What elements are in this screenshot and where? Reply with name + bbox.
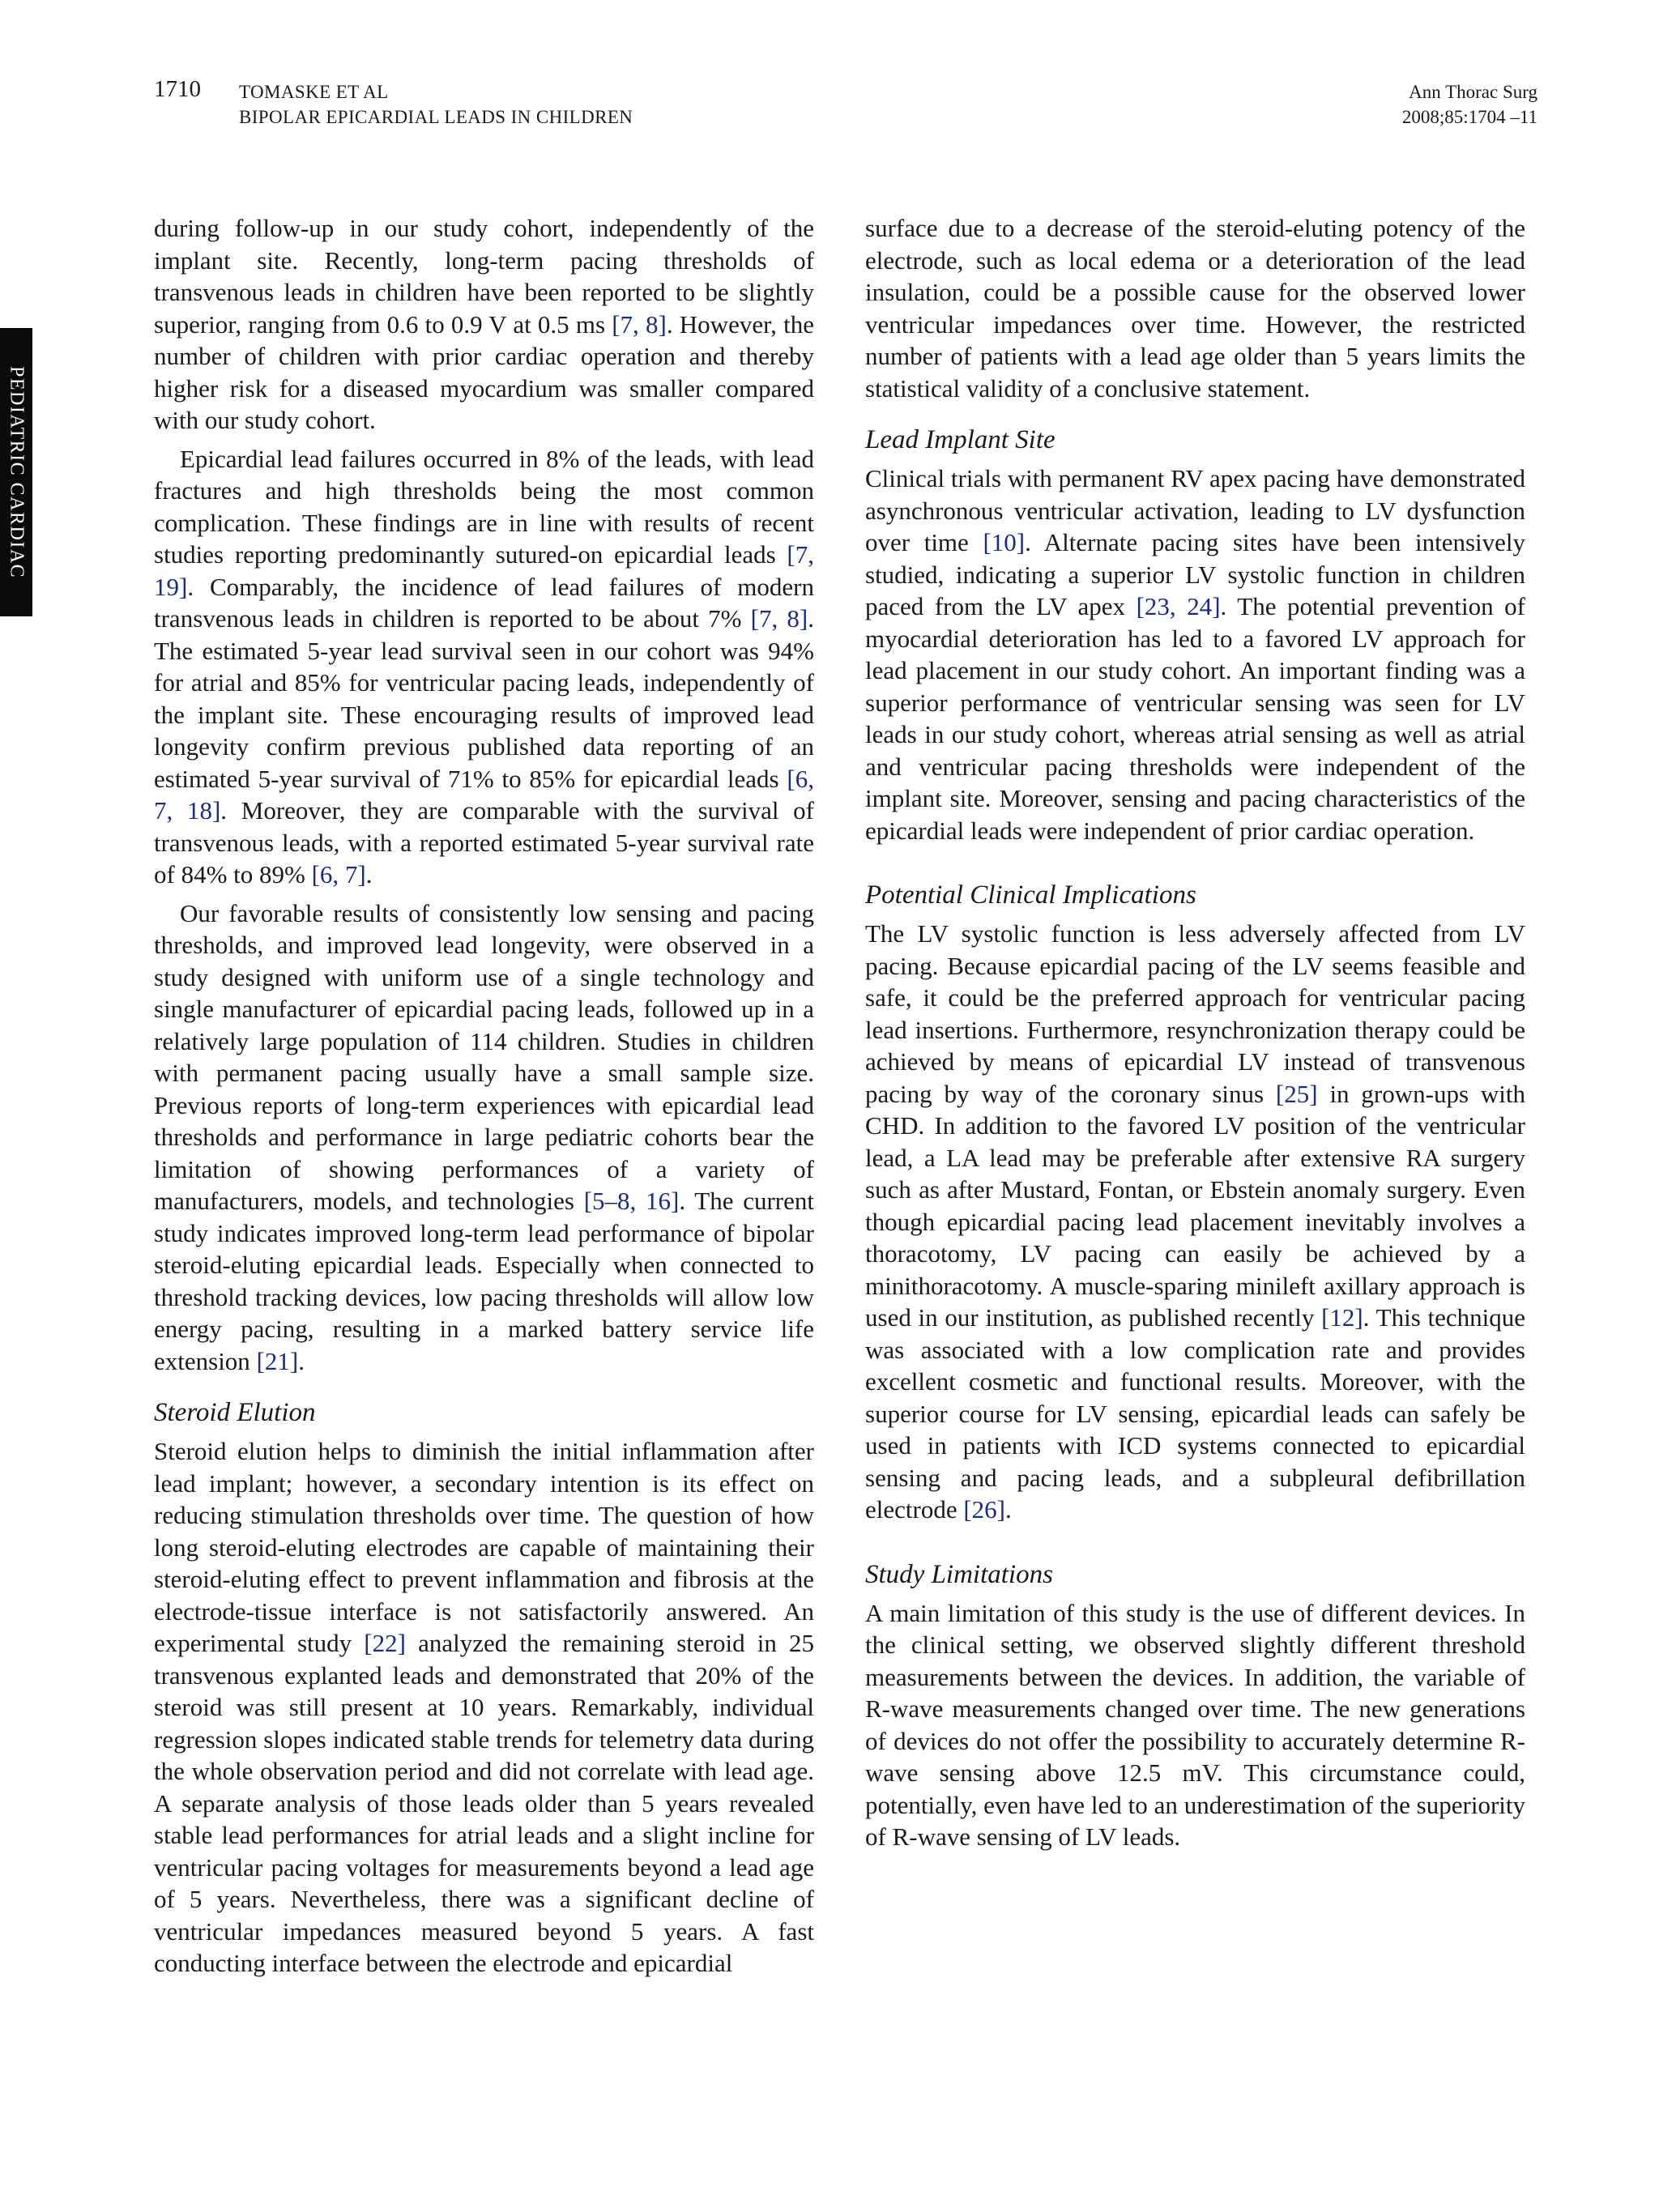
page-number: 1710 (154, 76, 201, 102)
running-head-authors: TOMASKE ET AL (239, 82, 389, 102)
citation-link[interactable]: [22] (364, 1629, 406, 1657)
running-head-left (239, 79, 633, 130)
paragraph-text: . However, the number of children with prior cardiac operation and thereby higher risk for a diseased myocardium was smaller compared with our study cohort. (154, 309, 814, 434)
paragraph (154, 897, 814, 1378)
paragraph (865, 1597, 1525, 1853)
paragraph (154, 212, 814, 437)
paragraph-text: . The current study indicates improved long-term lead performance of bipolar steroid-eluting epicardial leads. Especially when connected to threshold tracking devices, low pacing thresholds will allow low energy pacing, resulting in a marked battery service life extension (154, 1187, 814, 1375)
paragraph (865, 918, 1525, 1526)
paragraph (865, 462, 1525, 846)
paragraph (154, 443, 814, 891)
paragraph-text: . (298, 1346, 305, 1375)
section-heading-lead-implant-site: Lead Implant Site (865, 425, 1056, 454)
section-side-tab (0, 328, 32, 616)
running-head (154, 76, 1537, 133)
paragraph-text: Clinical trials with permanent RV apex pacing have demonstrated asynchronous ventricular activation, leading to LV dysfunction over time (865, 464, 1525, 556)
paragraph-text: . Moreover, they are comparable with the survival of transvenous leads, with a reported estimated 5-year survival rate of 84% to 89% (154, 796, 815, 889)
paragraph (154, 1435, 814, 1980)
paragraph-text: . This technique was associated with a low complication rate and provides excellent cosmetic and functional results. Moreover, with the superior course for LV sensing, epicardial leads can safely be used in patients with ICD systems connected to epicardial sensing and pacing leads, and a subpleural defibrillation electrode (865, 1303, 1526, 1524)
paragraph-text: . Comparably, the incidence of lead failures of modern transvenous leads in children is reported to be about 7% (154, 572, 814, 633)
section-heading-study-limitations: Study Limitations (865, 1559, 1053, 1589)
paragraph-text: . (1005, 1495, 1012, 1524)
section-heading-steroid-elution: Steroid Elution (154, 1398, 316, 1427)
paragraph-text: during follow-up in our study cohort, independently of the implant site. Recently, long-term pacing thresholds of transvenous leads in children have been reported to be slightly superior, ranging from 0.6 to 0.9 V at 0.5 ms (154, 214, 814, 339)
citation-link[interactable]: [25] (1275, 1079, 1318, 1108)
paragraph-text: Our favorable results of consistently low sensing and pacing thresholds, and improved lead longevity, were observed in a study designed with uniform use of a single technology and single manufacturer of epicardial pacing leads, followed up in a relatively large population of 114 children. Studies in children with permanent pacing usually have a small sample size. Previous reports of long-term experiences with epicardial lead thresholds and performance in large pediatric cohorts bear the limitation of showing performances of a variety of manufacturers, models, and technologies (154, 898, 814, 1215)
paragraph (865, 212, 1525, 404)
paragraph-text: analyzed the remaining steroid in 25 transvenous explanted leads and demonstrated that 20% of the steroid was still present at 10 years. Remarkably, individual regression slopes indicated stable trends for telemetry data during the whole observation period and did not correlate with lead age. A separate analysis of those leads older than 5 years revealed stable lead performances for atrial leads and a slight incline for ventricular pacing voltages for measurements beyond a lead age of 5 years. Nevertheless, there was a significant decline of ventricular impedances measured beyond 5 years. A fast conducting interface between the electrode and epicardial (154, 1629, 814, 1977)
paragraph-text: The LV systolic function is less adversely affected from LV pacing. Because epicardial pacing of the LV seems feasible and safe, it could be the preferred approach for ventricular pacing lead insertions. Furthermore, resynchronization therapy could be achieved by means of epicardial LV instead of transvenous pacing by way of the coronary sinus (865, 919, 1525, 1108)
citation-link[interactable]: [7, 8] (612, 309, 667, 339)
paragraph-text: . The potential prevention of myocardial deterioration has led to a favored LV approach for lead placement in our study cohort. An important finding was a superior performance of ventricular sensing was seen for LV leads in our study cohort, whereas atrial sensing as well as atrial and ventricular pacing thresholds were independent of the implant site. Moreover, sensing and pacing characteristics of the epicardial leads were independent of prior cardiac operation. (865, 592, 1525, 845)
right-column (865, 212, 1525, 1860)
citation-link[interactable]: [12] (1321, 1303, 1363, 1332)
journal-citation: 2008;85:1704 –11 (1401, 107, 1537, 127)
paragraph-text: A main limitation of this study is the use of different devices. In the clinical setting, we observed slightly different threshold measurements between the devices. In addition, the variable of R-wave measurements changed over time. The new generations of devices do not offer the possibility to accurately determine R-wave sensing above 12.5 mV. This circumstance could, potentially, even have led to an underestimation of the superiority of R-wave sensing of LV leads. (865, 1598, 1525, 1851)
journal-name: Ann Thorac Surg (1409, 82, 1537, 102)
left-column (154, 212, 814, 1986)
citation-link[interactable]: [6, 7] (311, 860, 366, 889)
paragraph-text: . (365, 860, 373, 889)
citation-link[interactable]: [6, 7, 18] (154, 764, 814, 825)
section-side-tab-label: PEDIATRIC CARDIAC (6, 365, 28, 579)
citation-link[interactable]: [5–8, 16] (583, 1187, 680, 1215)
citation-link[interactable]: [10] (983, 528, 1026, 556)
paragraph-text: . Alternate pacing sites have been intensively studied, indicating a superior LV systolic function in children paced from the LV apex (865, 528, 1526, 620)
paragraph-text: surface due to a decrease of the steroid-eluting potency of the electrode, such as local edema or a deterioration of the lead insulation, could be a possible cause for the observed lower ventricular impedances over time. However, the restricted number of patients with a lead age older than 5 years limits the statistical validity of a conclusive statement. (865, 214, 1525, 403)
citation-link[interactable]: [23, 24] (1136, 592, 1221, 620)
paragraph-text: in grown-ups with CHD. In addition to the favored LV position of the ventricular lead, a LA lead may be preferable after extensive RA surgery such as after Mustard, Fontan, or Ebstein anomaly surgery. Even though epicardial pacing lead placement inevitably involves a thoracotomy, LV pacing can easily be achieved by a minithoracotomy. A muscle-sparing minileft axillary approach is used in our institution, as published recently (865, 1079, 1525, 1332)
paragraph-text: Epicardial lead failures occurred in 8% of the leads, with lead fractures and high thresholds being the most common complication. These findings are in line with results of recent studies reporting predominantly sutured-on epicardial leads (154, 444, 814, 569)
running-head-right (1402, 79, 1537, 130)
paragraph-text: . The estimated 5-year lead survival seen in our cohort was 94% for atrial and 85% for ventricular pacing leads, independently of the implant site. These encouraging results of improved lead longevity confirm previous published data reporting of an estimated 5-year survival of 71% to 85% for epicardial leads (154, 604, 814, 793)
citation-link[interactable]: [7, 8] (750, 604, 808, 633)
paragraph-text: Steroid elution helps to diminish the initial inflammation after lead implant; however, a secondary intention is its effect on reducing stimulation thresholds over time. The question of how long steroid-eluting electrodes are capable of maintaining their steroid-eluting effect to prevent inflammation and fibrosis at the electrode-tissue interface is not satisfactorily answered. An experimental study (154, 1437, 814, 1657)
citation-link[interactable]: [26] (963, 1495, 1005, 1524)
citation-link[interactable]: [21] (256, 1346, 299, 1375)
running-head-short-title: BIPOLAR EPICARDIAL LEADS IN CHILDREN (239, 107, 633, 127)
citation-link[interactable]: [7, 19] (154, 540, 814, 601)
section-heading-clinical-implications: Potential Clinical Implications (865, 880, 1196, 910)
